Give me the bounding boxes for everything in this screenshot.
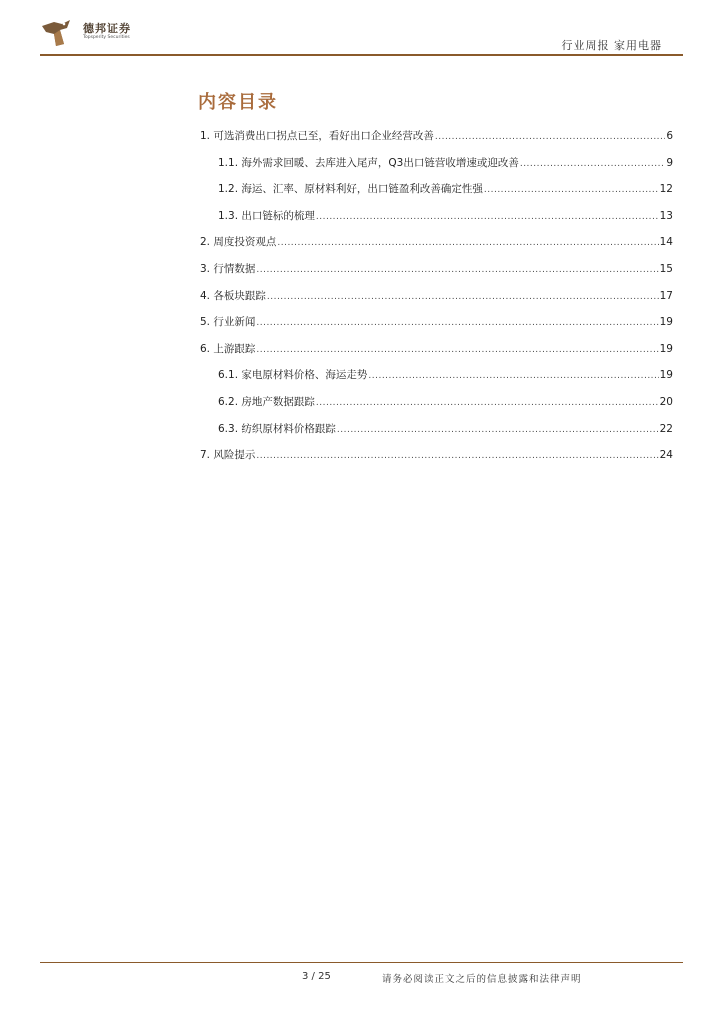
brand-name: 德邦证券 [83,22,131,35]
table-of-contents [200,128,673,474]
toc-page-number: 22 [659,422,673,435]
toc-leader [520,159,665,169]
toc-item-1-1[interactable]: 1.1. 海外需求回暖、去库进入尾声，Q3出口链营收增速或迎改善 ..... 9 [200,155,673,182]
toc-item-7[interactable]: 7. 风险提示 ..... 24 [200,447,673,474]
toc-item-6-2[interactable]: 6.2. 房地产数据跟踪 ..... 20 [200,394,673,421]
toc-item-1-3[interactable]: 1.3. 出口链标的梳理 ..... 13 [200,208,673,235]
toc-leader [256,318,658,328]
topsperity-logo [40,18,74,48]
toc-page-number: 19 [659,342,673,355]
toc-item-6[interactable]: 6. 上游跟踪 ..... 19 [200,341,673,368]
toc-item-6-3[interactable]: 6.3. 纺织原材料价格跟踪 ..... 22 [200,421,673,448]
toc-page-number: 19 [659,369,673,382]
brand-name-en: Topsperity Securities [83,35,130,40]
toc-leader [256,345,658,355]
toc-page-number: 6 [666,130,673,142]
toc-leader [316,212,659,222]
toc-page-number: 19 [659,316,673,329]
toc-title: 内容目录 [198,92,278,113]
toc-item-4[interactable]: 4. 各板块跟踪 ..... 17 [200,288,673,315]
toc-leader [277,238,658,248]
footer-divider [40,962,683,963]
report-type: 行业周报 家用电器 [561,39,662,52]
toc-page-number: 15 [659,262,673,275]
toc-item-1-2[interactable]: 1.2. 海运、汇率、原材料利好，出口链盈利改善确定性强 ..... 12 [200,181,673,208]
toc-page-number: 14 [659,236,673,249]
page-header [0,0,724,60]
toc-page-number: 13 [659,209,673,222]
toc-page-number: 12 [659,183,673,196]
page-number: 3 / 25 [302,971,331,982]
header-divider [40,54,683,56]
toc-page-number: 9 [666,156,673,169]
toc-leader [337,425,659,435]
toc-item-2[interactable]: 2. 周度投资观点 ..... 14 [200,234,673,261]
toc-item-1[interactable]: 1. 可选消费出口拐点已至，看好出口企业经营改善 ..... 6 [200,128,673,155]
toc-leader [316,398,659,408]
toc-item-6-1[interactable]: 6.1. 家电原材料价格、海运走势 ..... 19 [200,367,673,394]
toc-item-3[interactable]: 3. 行情数据 ..... 15 [200,261,673,288]
toc-page-number: 20 [659,395,673,408]
toc-leader [256,265,658,275]
toc-item-5[interactable]: 5. 行业新闻 ..... 19 [200,314,673,341]
toc-leader [484,185,659,195]
toc-page-number: 24 [659,449,673,462]
toc-leader [435,132,665,142]
toc-leader [368,371,658,381]
toc-leader [267,292,659,302]
disclaimer-note: 请务必阅读正文之后的信息披露和法律声明 [382,974,582,985]
toc-leader [256,451,658,461]
toc-page-number: 17 [659,289,673,302]
